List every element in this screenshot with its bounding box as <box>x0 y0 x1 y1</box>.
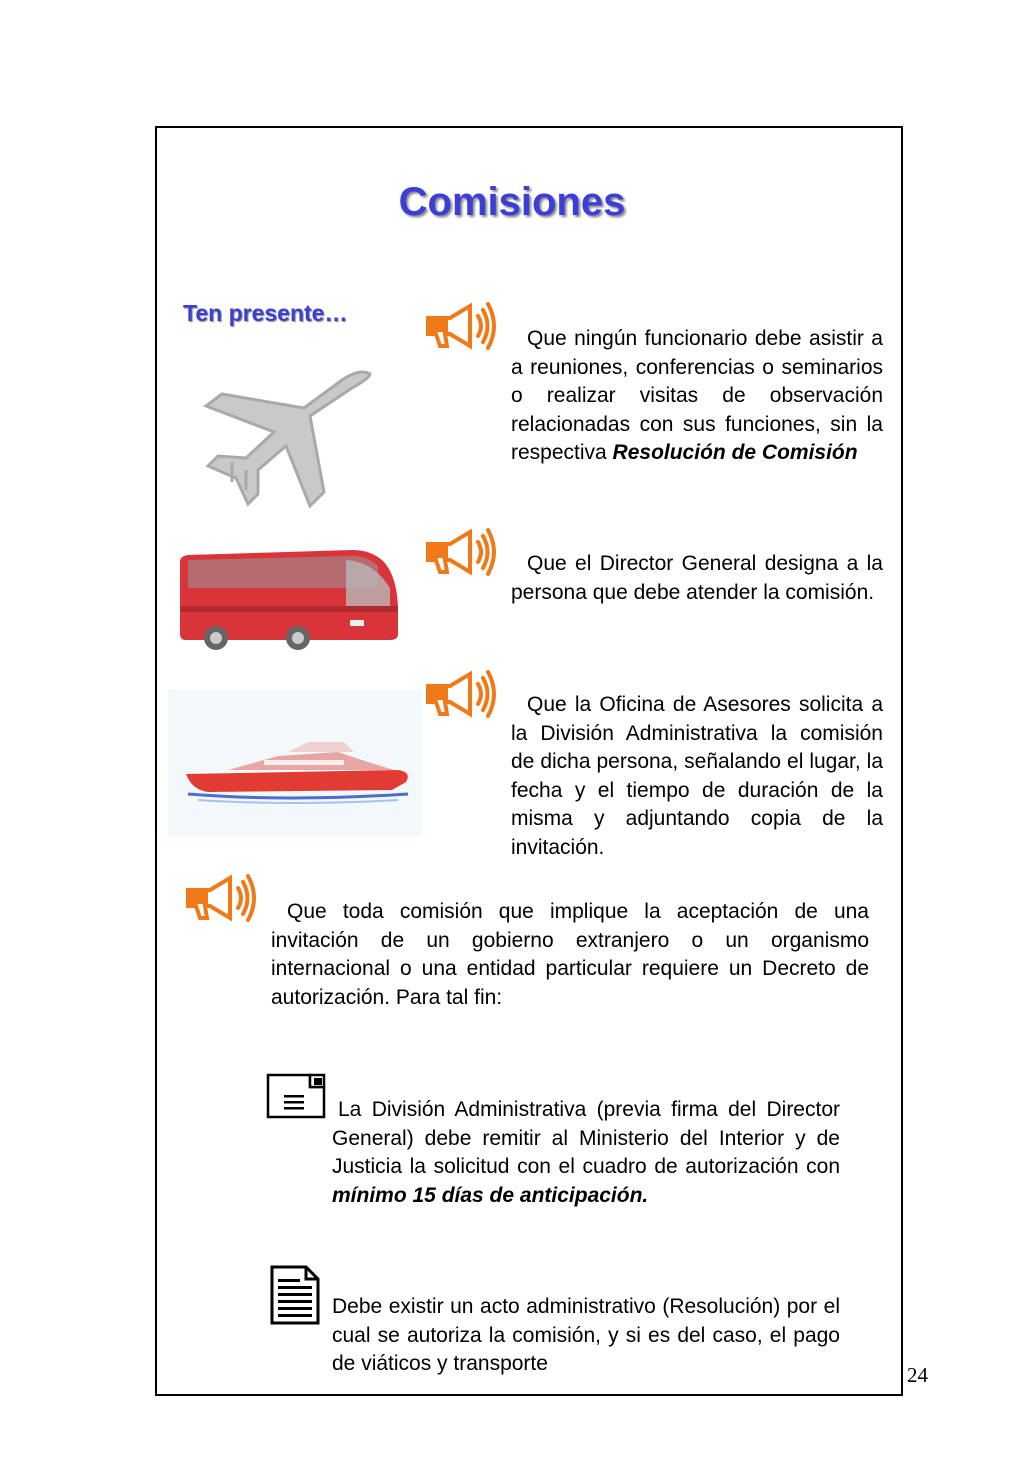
item-3 <box>511 691 883 862</box>
item-2-text: Que el Director General designa a la persona que debe atender la comisión. <box>511 552 883 604</box>
item-2 <box>511 550 883 607</box>
item-4 <box>271 898 869 1012</box>
megaphone-icon <box>420 664 502 724</box>
page-title: Comisiones <box>398 180 626 224</box>
megaphone-icon <box>420 296 502 356</box>
item-1 <box>511 325 883 468</box>
item-1-text: Que ningún funcionario debe asistir a a reuniones, conferencias o seminarios o realizar visitas de observación relacionadas con sus funciones, sin la respectiva <box>511 327 883 464</box>
subitem-1-text: La División Administrativa (previa firma del Director General) debe remitir al Ministerio del Interior y de Justicia la solicitud con el cuadro de autorización con <box>332 1098 840 1178</box>
item-1-emphasis: Resolución de Comisión <box>612 441 858 464</box>
item-4-text: Que toda comisión que implique la aceptación de una invitación de un gobierno extranjero o un organismo internacional o una entidad particular requiere un Decreto de autorización. Para tal fin: <box>271 900 869 1009</box>
subitem-1 <box>332 1096 840 1210</box>
page-number: 24 <box>907 1363 928 1387</box>
subitem-2-text: Debe existir un acto administrativo (Resolución) por el cual se autoriza la comisión, y si es del caso, el pago de viáticos y transporte <box>332 1295 840 1375</box>
bus-icon <box>176 548 404 652</box>
boat-icon <box>168 690 422 836</box>
subitem-2 <box>332 1293 840 1379</box>
document-lines-icon <box>270 1265 322 1325</box>
megaphone-icon <box>180 868 262 928</box>
section-subtitle: Ten presente… <box>183 300 348 326</box>
subitem-1-emphasis: mínimo 15 días de anticipación. <box>332 1183 649 1207</box>
document-corner-icon <box>266 1073 328 1119</box>
airplane-icon <box>192 366 382 511</box>
megaphone-icon <box>420 522 502 582</box>
item-3-text: Que la Oficina de Asesores solicita a la División Administrativa la comisión de dicha persona, señalando el lugar, la fecha y el tiempo de duración de la misma y adjuntando copia de la invitación. <box>511 693 883 859</box>
